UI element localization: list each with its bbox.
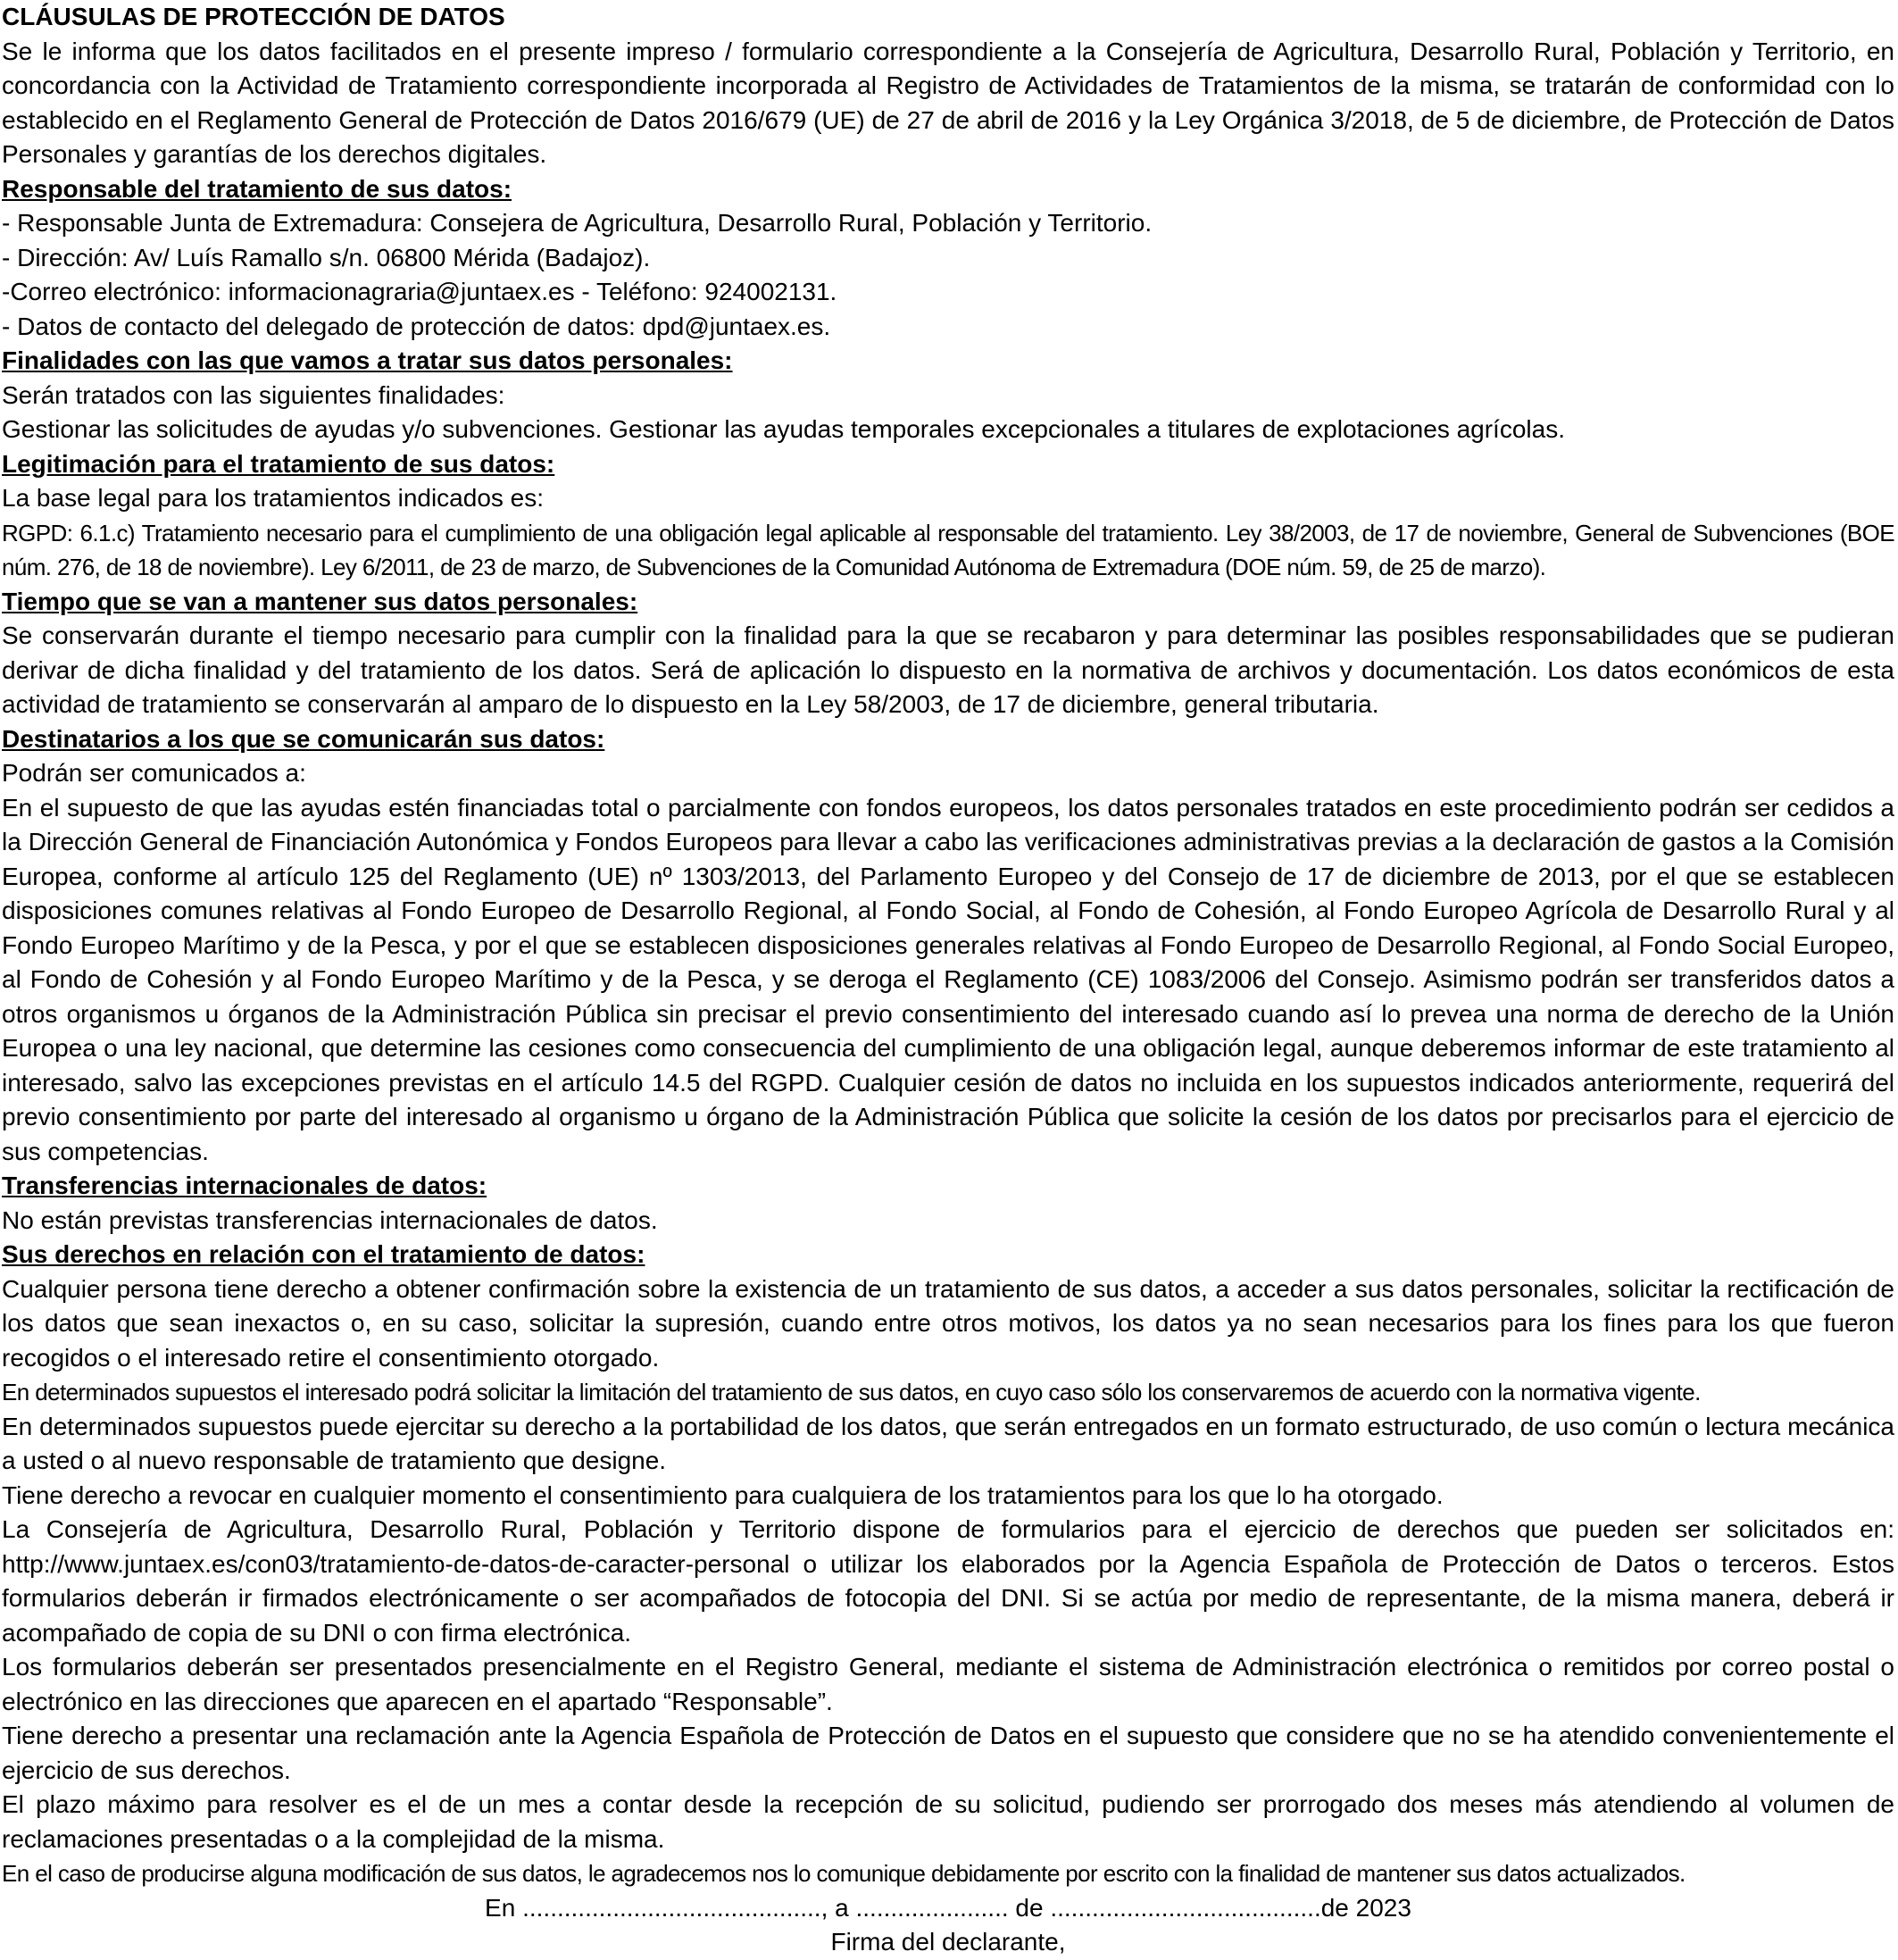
- derechos-paragraph: En determinados supuestos puede ejercitar su derecho a la portabilidad de los datos, que serán entregados en un formato estructurado, de uso común o lectura mecánica a usted o al nuevo responsable de tratamiento que designe.: [2, 1412, 1894, 1474]
- derechos-paragraph: En determinados supuestos el interesado podrá solicitar la limitación del tratamiento de sus datos, en cuyo caso sólo los conservaremos de acuerdo con la normativa vigente.: [2, 1379, 1701, 1405]
- responsable-item: - Dirección: Av/ Luís Ramallo s/n. 06800 Mérida (Badajoz).: [2, 243, 651, 271]
- derechos-paragraph: Tiene derecho a presentar una reclamación ante la Agencia Española de Protección de Datos en el supuesto que considere que no se ha atendido convenientemente el ejercicio de sus derechos.: [2, 1722, 1894, 1784]
- date-line: En ..........................................., a ...................... de .......................................de 2023: [485, 1893, 1411, 1922]
- derechos-paragraph: En el caso de producirse alguna modificación de sus datos, le agradecemos nos lo comunique debidamente por escrito con la finalidad de mantener sus datos actualizados.: [2, 1860, 1686, 1887]
- derechos-paragraph: Los formularios deberán ser presentados presencialmente en el Registro General, mediante el sistema de Administración electrónica o remitidos por correo postal o electrónico en las direcciones que aparecen en el apartado “Responsable”.: [2, 1653, 1894, 1715]
- destinatarios-body: En el supuesto de que las ayudas estén financiadas total o parcialmente con fondos europeos, los datos personales tratados en este procedimiento podrán ser cedidos a la Dirección General de Financiación Autonómica y Fondos Europeos para llevar a cabo las verificaciones administrativas previas a la declaración de gastos a la Comisión Europea, conforme al artículo 125 del Reglamento (UE) nº 1303/2013, del Parlamento Europeo y del Consejo de 17 de diciembre de 2013, por el que se establecen disposiciones comunes relativas al Fondo Europeo de Desarrollo Regional, al Fondo Social, al Fondo de Cohesión, al Fondo Europeo Agrícola de Desarrollo Rural y al Fondo Europeo Marítimo y de la Pesca, y por el que se establecen disposiciones generales relativas al Fondo Europeo de Desarrollo Regional, al Fondo Social Europeo, al Fondo de Cohesión y al Fondo Europeo Marítimo y de la Pesca, y se deroga el Reglamento (CE) 1083/2006 del Consejo. Asimismo podrán ser transferidos datos a otros organismos u órganos de la Administración Pública sin precisar el previo consentimiento del interesado cuando así lo prevea una norma de derecho de la Unión Europea o una ley nacional, que determine las cesiones como consecuencia del cumplimiento de una obligación legal, aunque deberemos informar de este tratamiento al interesado, salvo las excepciones previstas en el artículo 14.5 del RGPD. Cualquier cesión de datos no incluida en los supuestos indicados anteriormente, requerirá del previo consentimiento por parte del interesado al organismo u órgano de la Administración Pública que solicite la cesión de los datos por precisarlos para el ejercicio de sus competencias.: [2, 793, 1894, 1165]
- heading-finalidades: Finalidades con las que vamos a tratar sus datos personales:: [2, 346, 733, 374]
- finalidades-line: Gestionar las solicitudes de ayudas y/o subvenciones. Gestionar las ayudas temporales excepcionales a titulares de explotaciones agrícolas.: [2, 415, 1565, 443]
- document-title: CLÁUSULAS DE PROTECCIÓN DE DATOS: [2, 3, 505, 30]
- derechos-paragraph: Tiene derecho a revocar en cualquier momento el consentimiento para cualquiera de los tratamientos para los que lo ha otorgado.: [2, 1480, 1444, 1509]
- destinatarios-intro: Podrán ser comunicados a:: [2, 759, 306, 787]
- derechos-paragraph: Cualquier persona tiene derecho a obtener confirmación sobre la existencia de un tratamiento de sus datos, a acceder a sus datos personales, solicitar la rectificación de los datos que sean inexactos o, en su caso, solicitar la supresión, cuando entre otros motivos, los datos ya no sean necesarios para los fines para los que fueron recogidos o el interesado retire el consentimiento otorgado.: [2, 1274, 1894, 1372]
- responsable-item: -Correo electrónico: informacionagraria@juntaex.es - Teléfono: 924002131.: [2, 278, 837, 305]
- derechos-paragraph: La Consejería de Agricultura, Desarrollo Rural, Población y Territorio dispone de formularios para el ejercicio de derechos que pueden ser solicitados en: http://www.juntaex.es/con03/tratamiento-de-datos-de-caracter-personal o utilizar los elaborados por la Agencia Española de Protección de Datos o terceros. Estos formularios deberán ir firmados electrónicamente o ser acompañados de fotocopia del DNI. Si se actúa por medio de representante, de la misma manera, deberá ir acompañado de copia de su DNI o con firma electrónica.: [2, 1515, 1894, 1647]
- responsable-item: - Responsable Junta de Extremadura: Consejera de Agricultura, Desarrollo Rural, Población y Territorio.: [2, 209, 1153, 237]
- heading-derechos: Sus derechos en relación con el tratamiento de datos:: [2, 1240, 645, 1268]
- transferencias-line: No están previstas transferencias internacionales de datos.: [2, 1205, 658, 1234]
- heading-transferencias: Transferencias internacionales de datos:: [2, 1172, 487, 1199]
- heading-destinatarios: Destinatarios a los que se comunicarán sus datos:: [2, 724, 605, 753]
- finalidades-line: Serán tratados con las siguientes finalidades:: [2, 380, 505, 409]
- legitimacion-body: RGPD: 6.1.c) Tratamiento necesario para el cumplimiento de una obligación legal aplicable al responsable del tratamiento. Ley 38/2003, de 17 de noviembre, General de Subvenciones (BOE núm. 276, de 18 de noviembre). Ley 6/2011, de 23 de marzo, de Subvenciones de la Comunidad Autónoma de Extremadura (DOE núm. 59, de 25 de marzo).: [2, 519, 1894, 580]
- intro-paragraph: Se le informa que los datos facilitados en el presente impreso / formulario correspondiente a la Consejería de Agricultura, Desarrollo Rural, Población y Territorio, en concordancia con la Actividad de Tratamiento correspondiente incorporada al Registro de Actividades de Tratamientos de la misma, se tratarán de conformidad con lo establecido en el Reglamento General de Protección de Datos 2016/679 (UE) de 27 de abril de 2016 y la Ley Orgánica 3/2018, de 5 de diciembre, de Protección de Datos Personales y garantías de los derechos digitales.: [2, 37, 1894, 168]
- heading-responsable: Responsable del tratamiento de sus datos:: [2, 174, 512, 203]
- legitimacion-intro: La base legal para los tratamientos indicados es:: [2, 484, 545, 512]
- derechos-paragraph: El plazo máximo para resolver es el de un mes a contar desde la recepción de su solicitud, pudiendo ser prorrogado dos meses más atendiendo al volumen de reclamaciones presentadas o a la complejidad de la misma.: [2, 1790, 1894, 1853]
- heading-tiempo: Tiempo que se van a mantener sus datos personales:: [2, 587, 638, 615]
- tiempo-body: Se conservarán durante el tiempo necesario para cumplir con la finalidad para la que se recabaron y para determinar las posibles responsabilidades que se pudieran derivar de dicha finalidad y del tratamiento de los datos. Será de aplicación lo dispuesto en la normativa de archivos y documentación. Los datos económicos de esta actividad de tratamiento se conservarán al amparo de lo dispuesto en la Ley 58/2003, de 17 de diciembre, general tributaria.: [2, 621, 1894, 718]
- responsable-item: - Datos de contacto del delegado de protección de datos: dpd@juntaex.es.: [2, 312, 831, 340]
- signature-label: Firma del declarante,: [830, 1928, 1066, 1956]
- heading-legitimacion: Legitimación para el tratamiento de sus datos:: [2, 449, 555, 478]
